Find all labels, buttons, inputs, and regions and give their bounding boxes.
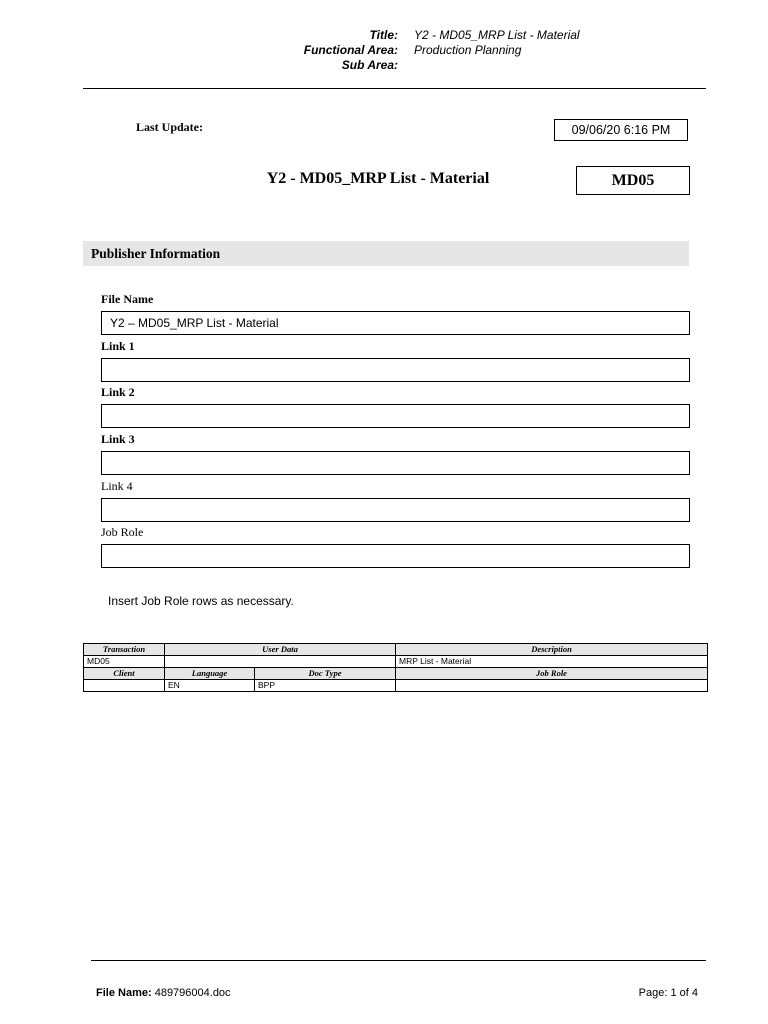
footer-file-name: [96, 987, 231, 999]
header-divider: [83, 88, 706, 89]
last-update-label: Last Update:: [136, 120, 204, 134]
link-4-field[interactable]: [101, 498, 690, 522]
footer-page-number: Page: 1 of 4: [638, 987, 698, 999]
footer-divider: [91, 960, 706, 961]
link-3-label: Link 3: [101, 432, 135, 446]
job-role-cell: [396, 680, 708, 692]
job-role-header: Job Role: [396, 668, 708, 680]
functional-area-value: Production Planning: [414, 43, 522, 57]
table-row: [84, 680, 708, 692]
language-cell: EN: [165, 680, 255, 692]
transaction-code-box: MD05: [576, 166, 690, 195]
metadata-table: [83, 643, 708, 692]
document-title: Y2 - MD05_MRP List - Material: [266, 170, 490, 187]
link-3-field[interactable]: [101, 451, 690, 475]
transaction-header: Transaction: [84, 644, 165, 656]
header-functional-area-row: [0, 43, 768, 58]
table-header-row: [84, 644, 708, 656]
table-row: [84, 656, 708, 668]
job-role-field[interactable]: [101, 544, 690, 568]
client-header: Client: [84, 668, 165, 680]
transaction-cell: MD05: [84, 656, 165, 668]
user-data-header: User Data: [165, 644, 396, 656]
publisher-section-header: Publisher Information: [83, 241, 689, 266]
functional-area-label: Functional Area:: [303, 43, 398, 57]
description-cell: MRP List - Material: [396, 656, 708, 668]
link-2-label: Link 2: [101, 385, 135, 399]
job-role-label: Job Role: [101, 525, 144, 539]
doc-type-header: Doc Type: [255, 668, 396, 680]
footer-file-name-label: File Name:: [96, 987, 152, 999]
table-header-row: [84, 668, 708, 680]
language-header: Language: [165, 668, 255, 680]
title-label: Title:: [369, 28, 398, 42]
user-data-cell: [165, 656, 396, 668]
doc-type-cell: BPP: [255, 680, 396, 692]
last-update-value: 09/06/20 6:16 PM: [554, 119, 688, 141]
link-1-field[interactable]: [101, 358, 690, 382]
link-2-field[interactable]: [101, 404, 690, 428]
file-name-field[interactable]: Y2 – MD05_MRP List - Material: [101, 311, 690, 335]
header-sub-area-row: [0, 58, 768, 73]
footer-file-name-value: 489796004.doc: [154, 987, 231, 999]
description-header: Description: [396, 644, 708, 656]
sub-area-label: Sub Area:: [341, 58, 398, 72]
client-cell: [84, 680, 165, 692]
file-name-label: File Name: [101, 292, 154, 306]
title-value: Y2 - MD05_MRP List - Material: [414, 28, 580, 42]
header-title-row: [0, 28, 768, 43]
job-role-note: Insert Job Role rows as necessary.: [108, 594, 294, 608]
link-4-label: Link 4: [101, 479, 133, 493]
link-1-label: Link 1: [101, 339, 135, 353]
